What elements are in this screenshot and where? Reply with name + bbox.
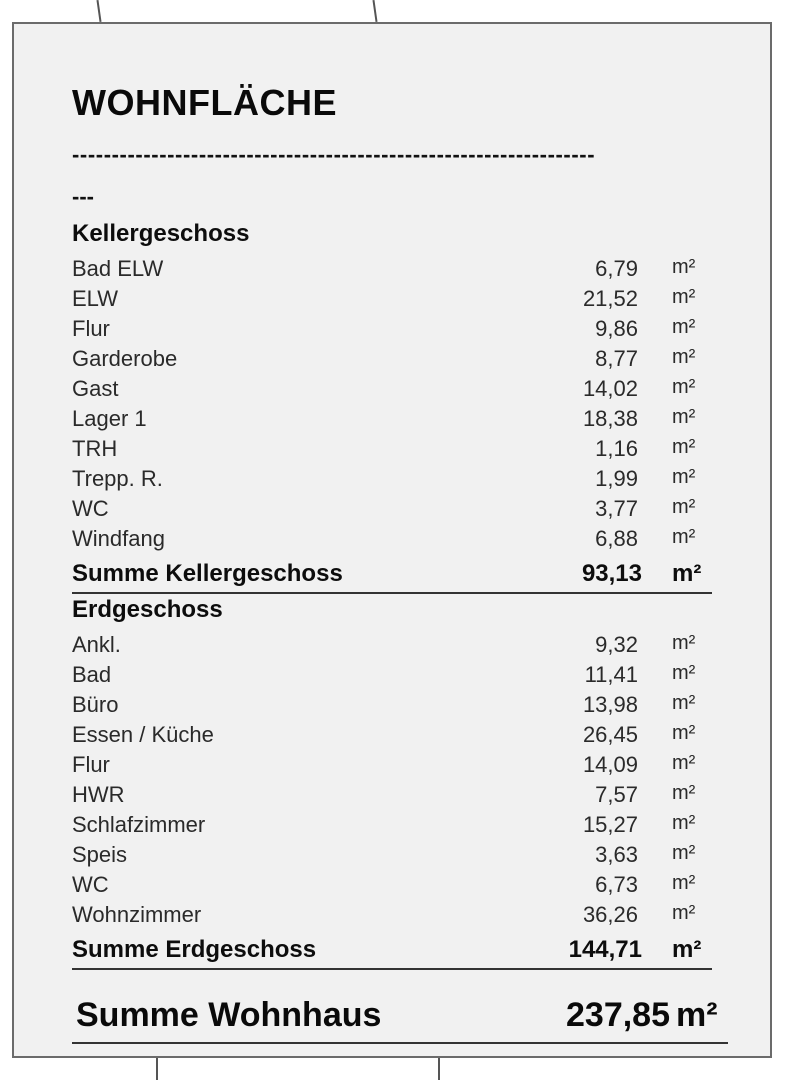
room-label: HWR <box>72 782 125 807</box>
room-unit: m² <box>672 752 696 774</box>
room-unit: m² <box>672 436 696 458</box>
room-area: 13,98 <box>582 692 638 717</box>
sum-unit: m² <box>672 560 702 587</box>
room-area: 11,41 <box>584 662 638 687</box>
table-row <box>72 812 720 842</box>
room-unit: m² <box>672 662 696 684</box>
room-label: Büro <box>72 692 119 717</box>
total-label: Summe Wohnhaus <box>76 996 382 1034</box>
room-area: 6,79 <box>595 256 638 281</box>
room-label: Garderobe <box>72 346 178 371</box>
room-label: Schlafzimmer <box>72 812 206 837</box>
room-area: 3,77 <box>595 496 638 521</box>
room-label: Bad <box>72 662 112 687</box>
room-unit: m² <box>672 812 696 834</box>
room-label: Wohnzimmer <box>72 902 202 927</box>
table-row <box>72 436 720 466</box>
room-unit: m² <box>672 466 696 488</box>
table-row <box>72 256 720 286</box>
page-title: WOHNFLÄCHE <box>72 82 337 123</box>
separator-short: --- <box>72 184 94 209</box>
room-area: 9,86 <box>595 316 638 341</box>
room-area: 14,02 <box>582 376 638 401</box>
room-label: Speis <box>72 842 128 867</box>
room-label: TRH <box>72 436 118 461</box>
room-unit: m² <box>672 406 696 428</box>
area-summary-panel <box>12 22 772 1058</box>
room-unit: m² <box>672 902 696 924</box>
room-label: Gast <box>72 376 119 401</box>
table-row <box>72 662 720 692</box>
table-row <box>72 466 720 496</box>
table-row <box>72 496 720 526</box>
table-row <box>72 692 720 722</box>
section-heading-erdgeschoss: Erdgeschoss <box>72 596 223 623</box>
room-area: 36,26 <box>582 902 638 927</box>
room-area: 15,27 <box>582 812 638 837</box>
table-row <box>72 872 720 902</box>
plan-line-top-left <box>96 0 101 22</box>
sum-unit: m² <box>672 936 702 963</box>
room-label: Windfang <box>72 526 165 551</box>
plan-line-top-right <box>372 0 377 22</box>
room-area: 21,52 <box>582 286 638 311</box>
room-area: 7,57 <box>595 782 638 807</box>
sum-label: Summe Kellergeschoss <box>72 560 343 587</box>
room-area: 6,73 <box>595 872 638 897</box>
table-row <box>72 316 720 346</box>
room-unit: m² <box>672 256 696 278</box>
room-unit: m² <box>672 346 696 368</box>
separator-long: ------------------------------------------------------------------ <box>72 142 596 167</box>
room-label: WC <box>72 496 109 521</box>
room-area: 6,88 <box>595 526 638 551</box>
table-row <box>72 406 720 436</box>
sum-row-kellergeschoss <box>72 558 712 594</box>
room-unit: m² <box>672 526 696 548</box>
sum-value: 144,71 <box>568 936 642 963</box>
section-heading-kellergeschoss: Kellergeschoss <box>72 220 250 247</box>
room-label: Lager 1 <box>72 406 147 431</box>
room-unit: m² <box>672 376 696 398</box>
room-unit: m² <box>672 632 696 654</box>
table-row <box>72 346 720 376</box>
table-row <box>72 632 720 662</box>
room-label: WC <box>72 872 109 897</box>
room-unit: m² <box>672 782 696 804</box>
room-area: 18,38 <box>582 406 638 431</box>
room-label: ELW <box>72 286 119 311</box>
room-label: Ankl. <box>72 632 121 657</box>
plan-line-bottom-right <box>438 1058 440 1080</box>
table-row <box>72 722 720 752</box>
room-label: Trepp. R. <box>72 466 163 491</box>
table-row <box>72 902 720 932</box>
room-area: 26,45 <box>582 722 638 747</box>
sum-value: 93,13 <box>581 560 642 587</box>
room-area: 14,09 <box>582 752 638 777</box>
room-label: Essen / Küche <box>72 722 214 747</box>
table-row <box>72 376 720 406</box>
table-row <box>72 842 720 872</box>
room-label: Flur <box>72 316 110 341</box>
room-unit: m² <box>672 496 696 518</box>
room-unit: m² <box>672 872 696 894</box>
room-unit: m² <box>672 316 696 338</box>
room-unit: m² <box>672 692 696 714</box>
room-label: Flur <box>72 752 110 777</box>
table-row <box>72 286 720 316</box>
total-row-wohnhaus <box>72 992 728 1044</box>
sum-label: Summe Erdgeschoss <box>72 936 317 963</box>
room-unit: m² <box>672 842 696 864</box>
room-label: Bad ELW <box>72 256 164 281</box>
total-value: 237,85 <box>566 996 670 1034</box>
room-unit: m² <box>672 722 696 744</box>
room-unit: m² <box>672 286 696 308</box>
room-area: 9,32 <box>595 632 638 657</box>
total-unit: m² <box>676 996 718 1034</box>
sum-row-erdgeschoss <box>72 934 712 970</box>
room-area: 1,16 <box>595 436 638 461</box>
table-row <box>72 752 720 782</box>
plan-line-bottom-left <box>156 1058 158 1080</box>
table-row <box>72 782 720 812</box>
room-area: 1,99 <box>595 466 638 491</box>
room-area: 8,77 <box>595 346 638 371</box>
room-area: 3,63 <box>595 842 638 867</box>
table-row <box>72 526 720 556</box>
